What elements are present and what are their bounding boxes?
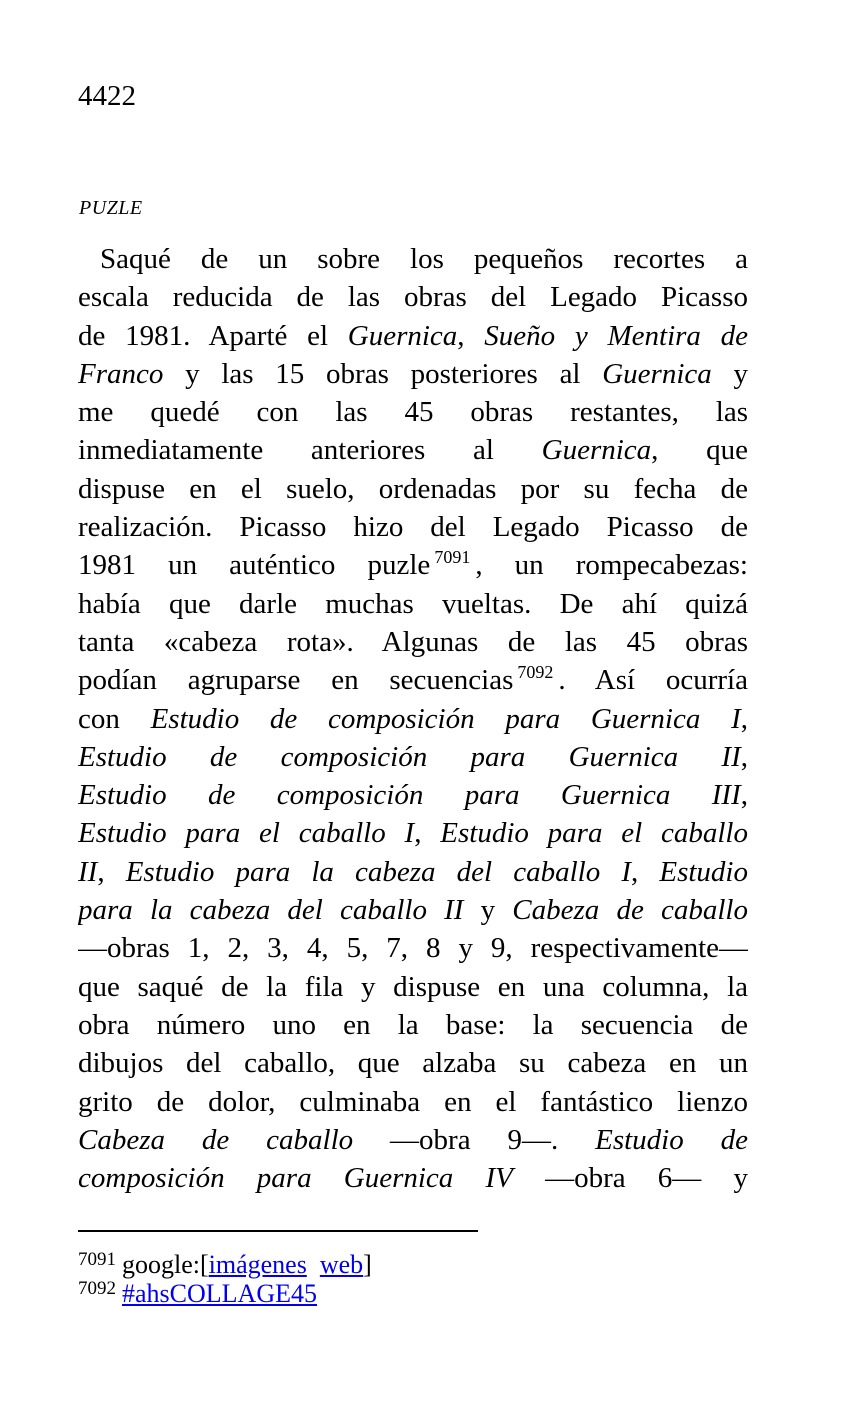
- text-line: [78, 240, 748, 278]
- text-segment: ,: [740, 702, 748, 735]
- italic-text: Estudio de composición para Guernica III: [78, 779, 741, 812]
- text-line: [78, 929, 748, 967]
- text-segment: 1981 un auténtico puzle: [78, 549, 431, 582]
- italic-text: Sueño y Mentira de: [484, 319, 748, 352]
- text-segment: , que: [651, 434, 748, 467]
- italic-text: Franco: [78, 357, 164, 390]
- text-segment: y: [463, 894, 513, 927]
- footnote-list: [78, 1250, 748, 1308]
- section-heading: PUZLE: [79, 197, 143, 219]
- text-segment: tanta «cabeza rota». Algunas de las 45 obras: [78, 625, 748, 658]
- text-segment: y las 15 obras posteriores al: [163, 357, 603, 390]
- footnote-item: 7091 google:[imágenes web]: [78, 1249, 372, 1279]
- text-segment: y: [711, 357, 748, 390]
- text-segment: ,: [414, 817, 441, 850]
- text-segment: con: [78, 702, 151, 735]
- page-number: 4422: [78, 80, 136, 112]
- text-line: [78, 853, 748, 891]
- text-segment: —obra 6— y: [512, 1162, 748, 1195]
- text-segment: dispuse en el suelo, ordenadas por su fecha de: [78, 472, 748, 505]
- text-segment: podían agruparse en secuencias: [78, 664, 514, 697]
- text-line: [78, 1044, 748, 1082]
- text-segment: escala reducida de las obras del Legado Picasso: [78, 281, 748, 314]
- text-line: [78, 317, 748, 355]
- footnote-ref[interactable]: 7091: [434, 547, 471, 568]
- footnote-link[interactable]: imágenes: [208, 1250, 307, 1279]
- text-segment: me quedé con las 45 obras restantes, las: [78, 396, 748, 429]
- text-segment: ,: [740, 779, 748, 812]
- footnote-text: ]: [363, 1250, 372, 1279]
- text-segment: ,: [740, 740, 748, 773]
- italic-text: Guernica: [347, 319, 458, 352]
- text-line: [78, 585, 748, 623]
- text-segment: había que darle muchas vueltas. De ahí quizá: [78, 587, 748, 620]
- text-segment: ,: [631, 855, 660, 888]
- italic-text: Estudio de composición para Guernica I: [150, 702, 741, 735]
- text-segment: , un rompecabezas:: [475, 549, 748, 582]
- italic-text: Cabeza de caballo: [78, 1123, 354, 1156]
- italic-text: II: [78, 855, 98, 888]
- text-segment: —obra 9—.: [353, 1123, 596, 1156]
- text-segment: realización. Picasso hizo del Legado Picasso de: [78, 511, 748, 544]
- text-line: [78, 393, 748, 431]
- text-segment: de 1981. Aparté el: [78, 319, 348, 352]
- text-line: [78, 1083, 748, 1121]
- text-line: [78, 738, 748, 776]
- text-line: [78, 355, 748, 393]
- text-segment: que saqué de la fila y dispuse en una columna, la: [78, 970, 748, 1003]
- footnote-link[interactable]: web: [319, 1250, 364, 1279]
- italic-text: composición para Guernica IV: [78, 1162, 513, 1195]
- text-segment: ,: [457, 319, 485, 352]
- italic-text: Guernica: [602, 357, 712, 390]
- text-line: [78, 623, 748, 661]
- footnote-text: [307, 1250, 320, 1279]
- text-line: [78, 661, 748, 699]
- italic-text: Cabeza de caballo: [512, 894, 748, 927]
- text-line: [78, 546, 748, 584]
- footnote-ref[interactable]: 7092: [517, 662, 554, 683]
- text-line: [78, 891, 748, 929]
- text-line: [78, 431, 748, 469]
- text-segment: dibujos del caballo, que alzaba su cabeza en un: [78, 1047, 748, 1080]
- text-line: [78, 508, 748, 546]
- body-text: [78, 240, 748, 1197]
- text-segment: . Así ocurría: [558, 664, 748, 697]
- italic-text: Estudio de composición para Guernica II: [78, 740, 741, 773]
- text-line: [78, 1159, 748, 1197]
- footnote-separator: [78, 1230, 478, 1232]
- text-line: [78, 814, 748, 852]
- italic-text: Guernica: [541, 434, 652, 467]
- italic-text: Estudio de: [595, 1123, 748, 1156]
- italic-text: Estudio para el caballo I: [78, 817, 415, 850]
- text-line: [78, 776, 748, 814]
- text-line: [78, 1006, 748, 1044]
- text-line: [78, 700, 748, 738]
- text-line: [78, 1121, 748, 1159]
- footnote-link[interactable]: #ahsCOLLAGE45: [122, 1279, 317, 1308]
- text-segment: obra número uno en la base: la secuencia de: [78, 1008, 748, 1041]
- text-segment: —obras 1, 2, 3, 4, 5, 7, 8 y 9, respectivamente—: [78, 932, 748, 965]
- footnote-text: google:[: [122, 1250, 209, 1279]
- italic-text: Estudio para la cabeza del caballo I: [125, 855, 631, 888]
- italic-text: Estudio: [659, 855, 748, 888]
- italic-text: Estudio para el caballo: [440, 817, 748, 850]
- text-line: [78, 968, 748, 1006]
- footnotes: [78, 1230, 748, 1308]
- text-segment: inmediatamente anteriores al: [78, 434, 542, 467]
- text-segment: grito de dolor, culminaba en el fantástico lienzo: [78, 1085, 748, 1118]
- text-line: [78, 278, 748, 316]
- text-segment: ,: [97, 855, 126, 888]
- italic-text: para la cabeza del caballo II: [78, 894, 464, 927]
- text-segment: Saqué de un sobre los pequeños recortes a: [100, 243, 748, 275]
- text-line: [78, 470, 748, 508]
- footnote-item: 7092 #ahsCOLLAGE45: [78, 1278, 317, 1308]
